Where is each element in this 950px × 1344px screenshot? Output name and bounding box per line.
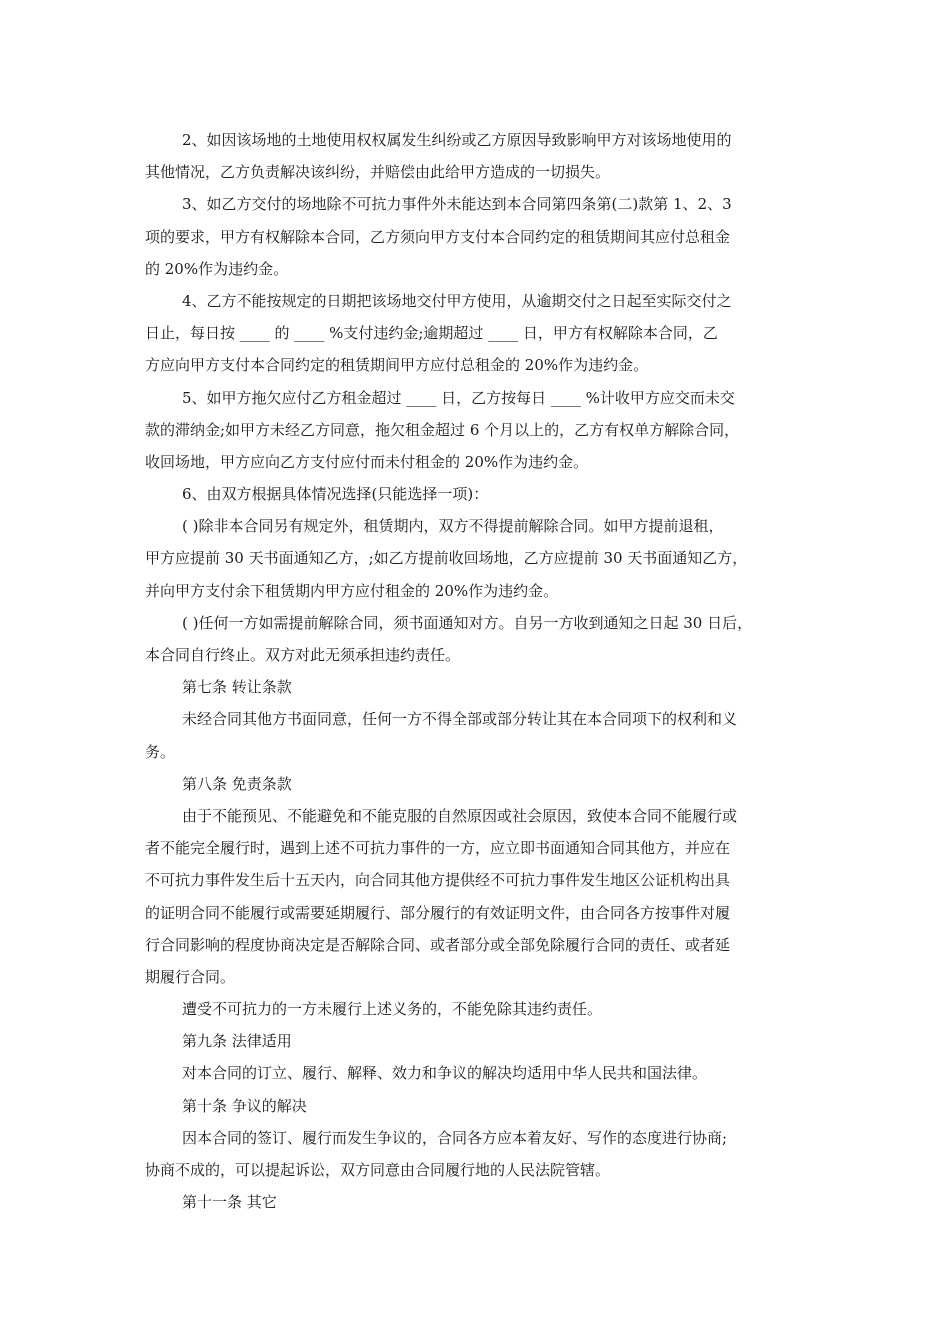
text-line: 的 20%作为违约金。 (145, 259, 289, 278)
text-line: 日止，每日按 ____ 的 ____ %支付违约金;逾期超过 ____ 日，甲方有权解除本合同，乙 (145, 324, 718, 343)
text-line: 方应向甲方支付本合同约定的租赁期间甲方应付总租金的 20%作为违约金。 (145, 356, 649, 375)
text-line: 第十一条 其它 (182, 1193, 277, 1212)
text-line: 本合同自行终止。双方对此无须承担违约责任。 (145, 646, 461, 664)
text-line: 务。 (145, 742, 176, 761)
text-line: 未经合同其他方书面同意，任何一方不得全部或部分转让其在本合同项下的权利和义 (182, 710, 738, 729)
text-line: 2、如因该场地的土地使用权权属发生纠纷或乙方原因导致影响甲方对该场地使用的 (182, 131, 732, 149)
text-line: 并向甲方支付余下租赁期内甲方应付租金的 20%作为违约金。 (145, 581, 559, 600)
text-line: 甲方应提前 30 天书面通知乙方，;如乙方提前收回场地，乙方应提前 30 天书面通知乙方， (145, 549, 748, 568)
text-line: 款的滞纳金;如甲方未经乙方同意，拖欠租金超过 6 个月以上的，乙方有权单方解除合同， (145, 420, 740, 439)
text-line: ( )任何一方如需提前解除合同，须书面通知对方。自另一方收到通知之日起 30 日后， (182, 613, 753, 632)
text-line: 者不能完全履行时，遇到上述不可抗力事件的一方，应立即书面通知合同其他方，并应在 (145, 839, 731, 858)
text-line: 遭受不可抗力的一方未履行上述义务的，不能免除其违约责任。 (182, 1000, 603, 1019)
text-line: 第七条 转让条款 (182, 678, 292, 697)
text-line: 项的要求，甲方有权解除本合同，乙方须向甲方支付本合同约定的租赁期间其应付总租金 (145, 227, 731, 246)
text-line: 第八条 免责条款 (182, 774, 292, 793)
text-line: 4、乙方不能按规定的日期把该场地交付甲方使用，从逾期交付之日起至实际交付之 (182, 291, 732, 310)
contract-body (145, 124, 810, 1218)
text-line: 3、如乙方交付的场地除不可抗力事件外未能达到本合同第四条第(二)款第 1、2、3 (182, 195, 732, 214)
text-line: 的证明合同不能履行或需要延期履行、部分履行的有效证明文件，由合同各方按事件对履 (145, 903, 731, 922)
text-line: 第十条 争议的解决 (182, 1096, 307, 1115)
text-line: 第九条 法律适用 (182, 1032, 292, 1051)
text-line: 期履行合同。 (145, 967, 236, 986)
text-line: 收回场地，甲方应向乙方支付应付而未付租金的 20%作为违约金。 (145, 452, 589, 471)
text-line: 行合同影响的程度协商决定是否解除合同、或者部分或全部免除履行合同的责任、或者延 (145, 935, 731, 954)
text-line: 因本合同的签订、履行而发生争议的，合同各方应本着友好、写作的态度进行协商; (182, 1128, 728, 1147)
text-line: 由于不能预见、不能避免和不能克服的自然原因或社会原因，致使本合同不能履行或 (182, 806, 738, 825)
text-line: 对本合同的订立、履行、解释、效力和争议的解决均适用中华人民共和国法律。 (182, 1064, 708, 1083)
text-line: 其他情况，乙方负责解决该纠纷，并赔偿由此给甲方造成的一切损失。 (145, 163, 611, 182)
text-line: 协商不成的，可以提起诉讼，双方同意由合同履行地的人民法院管辖。 (145, 1161, 611, 1179)
text-line: 不可抗力事件发生后十五天内，向合同其他方提供经不可抗力事件发生地区公证机构出具 (145, 871, 731, 890)
text-line: 6、由双方根据具体情况选择(只能选择一项)： (182, 485, 489, 504)
text-line: ( )除非本合同另有规定外，租赁期内，双方不得提前解除合同。如甲方提前退租， (182, 517, 724, 536)
text-line: 5、如甲方拖欠应付乙方租金超过 ____ 日，乙方按每日 ____ %计收甲方应交而未交 (182, 388, 735, 407)
